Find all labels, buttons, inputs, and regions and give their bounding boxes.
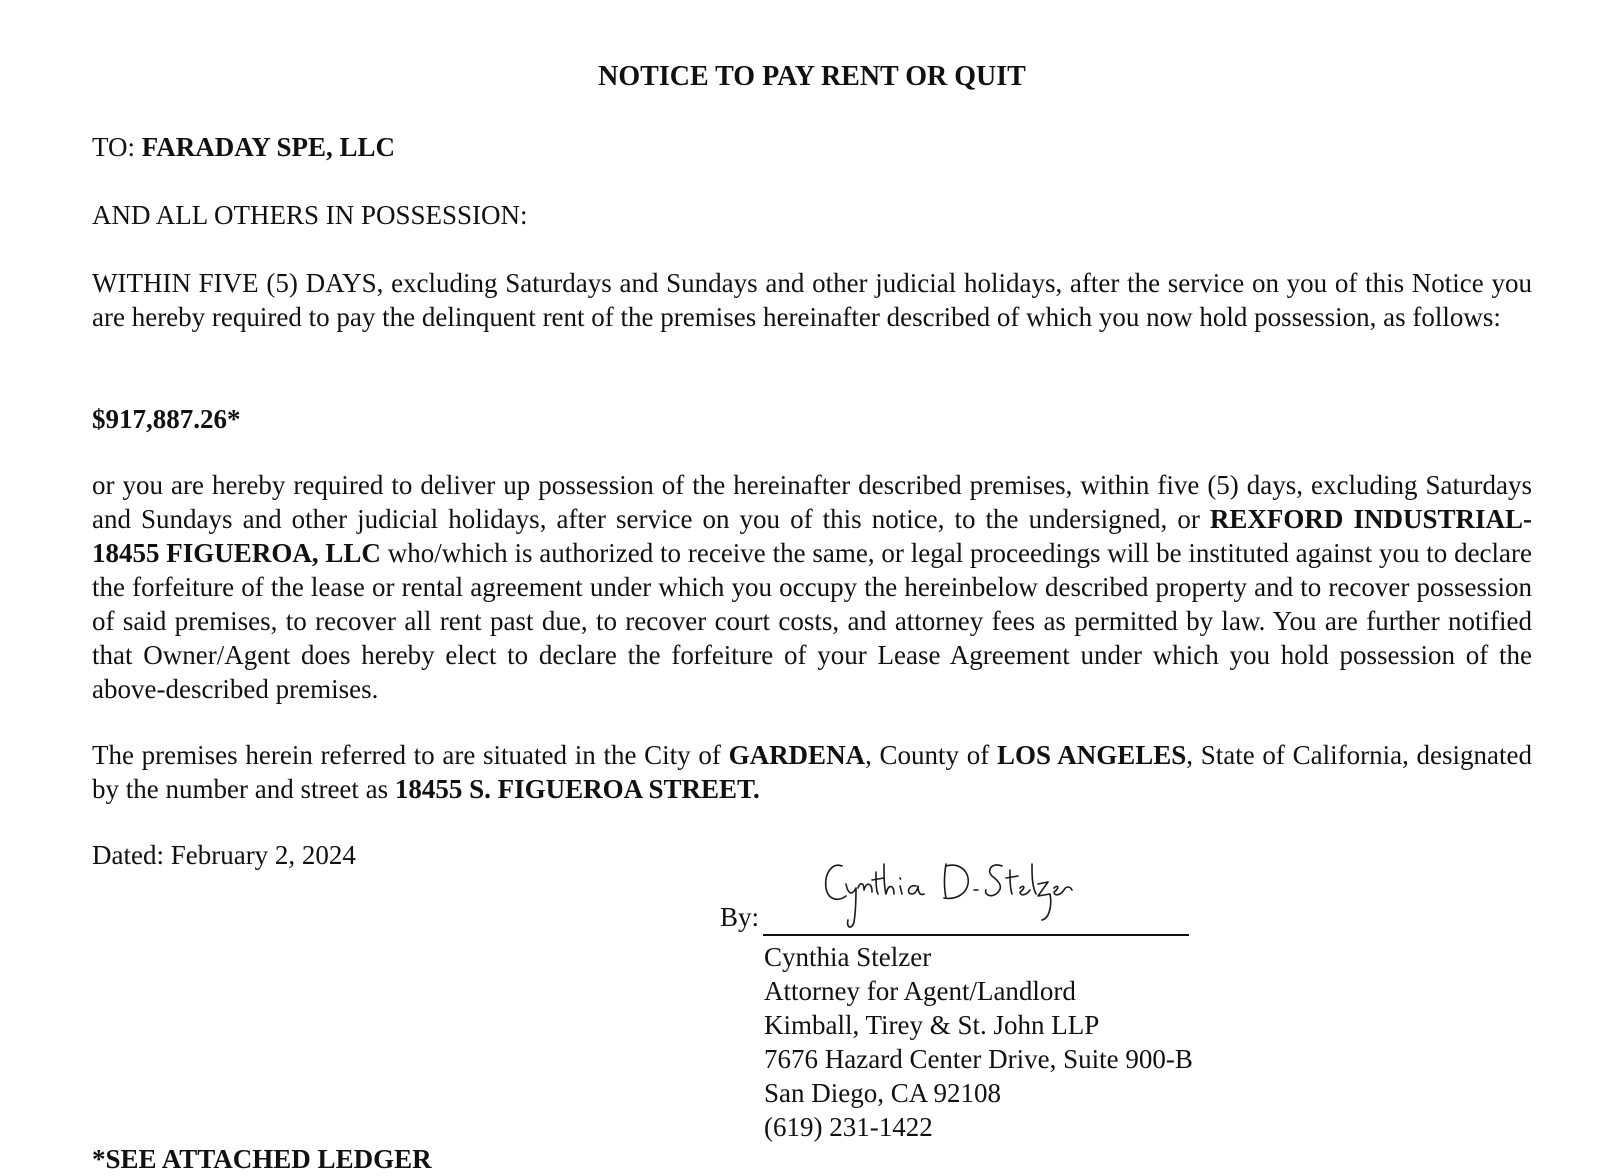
premises-paragraph [92, 738, 1532, 806]
signature-line [720, 888, 1220, 936]
deliver-paragraph [92, 468, 1532, 706]
premises-text-2: , County of [865, 740, 997, 770]
agent-name: REXFORD INDUSTRIAL-18455 FIGUEROA, LLC [92, 504, 1532, 568]
signer-phone: (619) 231-1422 [764, 1112, 933, 1142]
signer-address-line-1: 7676 Hazard Center Drive, Suite 900-B [764, 1044, 1193, 1074]
city-name: GARDENA [728, 740, 866, 770]
deliver-text-2: who/which is authorized to receive the same, or legal proceedings will be instituted against you to declare the forfeiture of the lease or rental agreement under which you occupy the hereinbelow described property and to recover possession of said premises, to recover all rent past due, to recover court costs, and attorney fees as permitted by law. You are further notified that Owner/Agent does hereby elect to declare the forfeiture of your Lease Agreement under which you hold possession of the above-described premises. [92, 538, 1532, 704]
dated-line: Dated: February 2, 2024 [92, 840, 356, 870]
signature-underline [763, 934, 1189, 936]
handwritten-signature [820, 844, 1100, 934]
deliver-text-1: or you are hereby required to deliver up possession of the hereinafter described premises, within five (5) days, excluding Saturdays and Sundays and other judicial holidays, after service on you of this notice, to the undersigned, or [92, 470, 1532, 534]
signer-block [764, 940, 1464, 1144]
street-address: 18455 S. FIGUEROA STREET. [394, 774, 760, 804]
signer-firm: Kimball, Tirey & St. John LLP [764, 1010, 1100, 1040]
ledger-note: *SEE ATTACHED LEDGER [92, 1144, 432, 1174]
county-name: LOS ANGELES [996, 740, 1187, 770]
signer-name: Cynthia Stelzer [764, 942, 932, 972]
recipient-name: FARADAY SPE, LLC [141, 132, 396, 162]
premises-text-1: The premises herein referred to are situated in the City of [92, 740, 729, 770]
signer-role: Attorney for Agent/Landlord [764, 976, 1076, 1006]
signer-address-line-2: San Diego, CA 92108 [764, 1078, 1002, 1108]
rent-amount: $917,887.26* [92, 404, 241, 434]
others-line: AND ALL OTHERS IN POSSESSION: [92, 200, 528, 230]
document-title: NOTICE TO PAY RENT OR QUIT [598, 61, 1026, 92]
notice-paragraph: WITHIN FIVE (5) DAYS, excluding Saturdays and Sundays and other judicial holidays, after the service on you of this Notice you are hereby required to pay the delinquent rent of the premises hereinafter described of which you now hold possession, as follows: [92, 268, 1532, 332]
by-label: By: [720, 902, 760, 932]
recipient-line [92, 130, 1532, 164]
recipient-label: TO: [92, 132, 136, 162]
premises-text-3: , State of California, designated by the number and street as [92, 740, 1533, 804]
